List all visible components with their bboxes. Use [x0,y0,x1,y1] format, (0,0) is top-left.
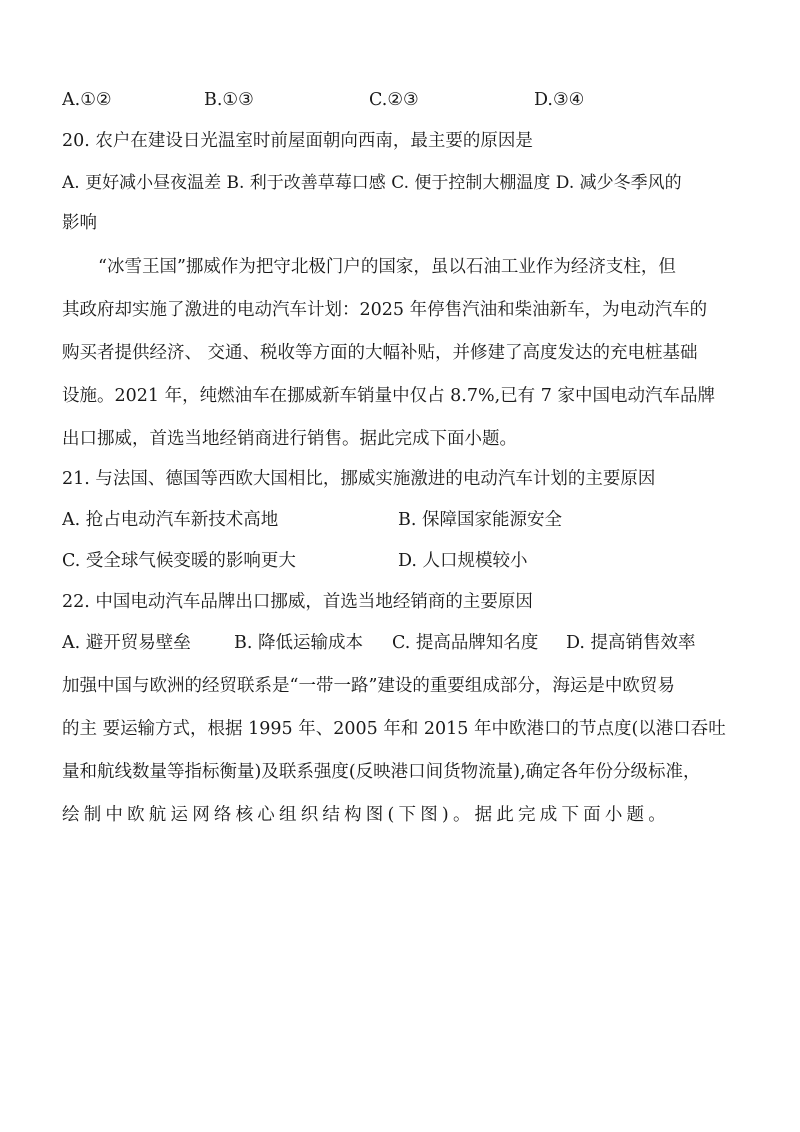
q20-stem: 20. 农户在建设日光温室时前屋面朝向西南，最主要的原因是 [62,131,533,151]
q19-options [62,88,752,112]
passage2-line-3: 量和航线数量等指标衡量)及联系强度(反映港口间货物流量),确定各年份分级标准， [62,762,701,782]
q19-option-a: A.①② [62,90,112,110]
q21-option-d: D. 人口规模较小 [398,551,528,571]
passage1-line-5: 出口挪威，首选当地经销商进行销售。据此完成下面小题。 [62,429,517,449]
passage1-line-3: 购买者提供经济、 交通、税收等方面的大幅补贴，并修建了高度发达的充电桩基础 [62,343,698,363]
passage2-line-2: 的主 要运输方式，根据 1995 年、2005 年和 2015 年中欧港口的节点度(以港口吞吐 [62,719,726,739]
q19-option-d: D.③④ [534,90,585,110]
q19-option-b: B.①③ [204,90,254,110]
q20-options-line2: 影响 [62,213,97,233]
q21-option-b: B. 保障国家能源安全 [398,510,562,530]
q22-option-b: B. 降低运输成本 [234,633,363,653]
q21-stem: 21. 与法国、德国等西欧大国相比，挪威实施激进的电动汽车计划的主要原因 [62,469,656,489]
q20-options-line1: A. 更好减小昼夜温差 B. 利于改善草莓口感 C. 便于控制大棚温度 D. 减少冬季风的 [62,173,682,193]
q21-options-row2 [62,549,752,573]
passage1-line-2: 其政府却实施了激进的电动汽车计划：2025 年停售汽油和柴油新车，为电动汽车的 [62,300,708,320]
q22-option-d: D. 提高销售效率 [566,633,696,653]
q21-option-c: C. 受全球气候变暖的影响更大 [62,551,296,571]
passage1-line-4: 设施。2021 年，纯燃油车在挪威新车销量中仅占 8.7%,已有 7 家中国电动汽车品牌 [62,386,715,406]
passage1-line-1: “冰雪王国”挪威作为把守北极门户的国家，虽以石油工业作为经济支柱，但 [98,257,676,277]
q19-option-c: C.②③ [369,90,419,110]
q22-stem: 22. 中国电动汽车品牌出口挪威，首选当地经销商的主要原因 [62,592,533,612]
passage2-line-4: 绘制中欧航运网络核心组织结构图(下图)。据此完成下面小题。 [62,805,670,825]
q21-options-row1 [62,508,752,532]
passage2-line-1: 加强中国与欧洲的经贸联系是“一带一路”建设的重要组成部分，海运是中欧贸易 [62,676,675,696]
q22-option-c: C. 提高品牌知名度 [392,633,539,653]
q22-option-a: A. 避开贸易壁垒 [62,633,191,653]
q22-options [62,631,752,655]
q21-option-a: A. 抢占电动汽车新技术高地 [62,510,279,530]
